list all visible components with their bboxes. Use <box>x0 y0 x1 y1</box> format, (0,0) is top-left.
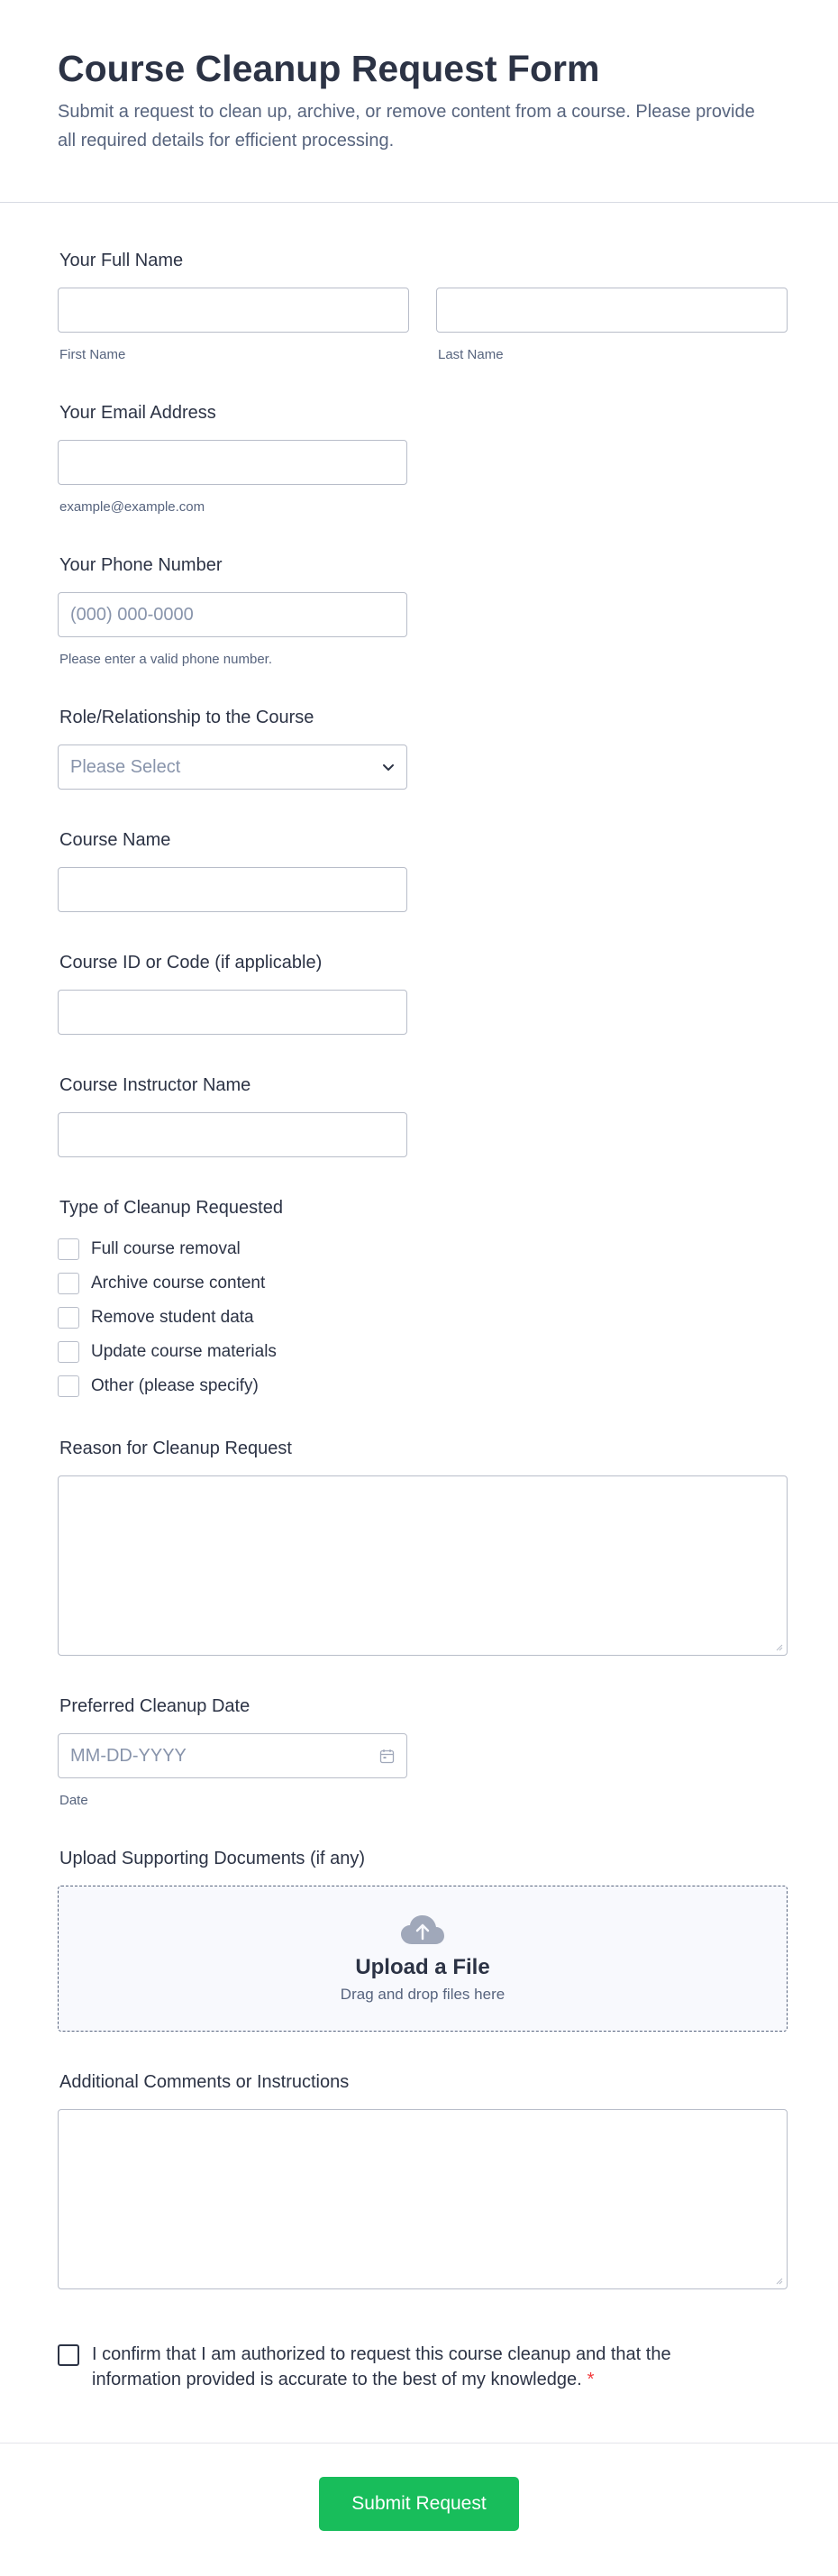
last-name-col <box>436 288 788 362</box>
email-label: Your Email Address <box>59 403 216 423</box>
last-name-sublabel: Last Name <box>438 347 504 362</box>
course-name-input[interactable] <box>58 867 407 912</box>
checkbox-label: Archive course content <box>91 1274 266 1293</box>
instructor-label: Course Instructor Name <box>59 1075 251 1095</box>
resize-handle-icon[interactable] <box>774 1642 783 1651</box>
course-name-field <box>58 827 780 912</box>
form-footer <box>0 2443 838 2576</box>
email-input[interactable] <box>58 440 407 485</box>
confirm-text: I confirm that I am authorized to request this course cleanup and that the information provided is accurate to the best of my knowledge. <box>92 2344 671 2389</box>
cloud-upload-icon <box>399 1914 446 1948</box>
checkbox[interactable] <box>58 1375 79 1397</box>
course-id-field <box>58 950 780 1035</box>
resize-handle-icon[interactable] <box>774 2276 783 2285</box>
first-name-input[interactable] <box>58 288 409 333</box>
checkbox-option[interactable] <box>58 1232 780 1266</box>
role-select[interactable] <box>58 744 407 790</box>
upload-title: Upload a File <box>355 1955 490 1979</box>
phone-input[interactable] <box>58 592 407 637</box>
comments-label: Additional Comments or Instructions <box>59 2072 350 2092</box>
date-label: Preferred Cleanup Date <box>59 1696 250 1716</box>
first-name-col <box>58 288 409 362</box>
full-name-label: Your Full Name <box>59 251 184 270</box>
phone-field <box>58 553 780 667</box>
checkbox-label: Update course materials <box>91 1342 277 1361</box>
date-placeholder: MM-DD-YYYY <box>70 1745 187 1766</box>
phone-placeholder: (000) 000-0000 <box>70 604 194 625</box>
checkbox-option[interactable] <box>58 1335 780 1369</box>
cleanup-type-options <box>58 1232 780 1403</box>
form-header <box>0 0 838 203</box>
submit-button[interactable]: Submit Request <box>319 2477 519 2531</box>
checkbox-label: Other (please specify) <box>91 1376 259 1395</box>
form-subtitle: Submit a request to clean up, archive, or remove content from a course. Please provide all required details for efficient processing. <box>58 102 755 151</box>
chevron-down-icon <box>382 761 395 773</box>
cleanup-type-field <box>58 1195 780 1403</box>
full-name-field <box>58 248 780 362</box>
checkbox-option[interactable] <box>58 1301 780 1335</box>
checkbox-option[interactable] <box>58 1369 780 1403</box>
cleanup-type-label: Type of Cleanup Requested <box>59 1198 283 1218</box>
upload-subtitle: Drag and drop files here <box>340 1986 506 2003</box>
calendar-icon[interactable] <box>379 1749 395 1764</box>
reason-field <box>58 1436 780 1656</box>
checkbox-option[interactable] <box>58 1266 780 1301</box>
name-row <box>58 288 780 362</box>
upload-dropzone[interactable] <box>58 1886 788 2032</box>
checkbox[interactable] <box>58 1341 79 1363</box>
role-label: Role/Relationship to the Course <box>59 708 314 727</box>
course-id-input[interactable] <box>58 990 407 1035</box>
instructor-field <box>58 1073 780 1157</box>
email-sublabel: example@example.com <box>59 499 205 515</box>
checkbox[interactable] <box>58 1307 79 1329</box>
checkbox[interactable] <box>58 1238 79 1260</box>
role-field <box>58 705 780 790</box>
required-marker: * <box>587 2370 595 2389</box>
date-sublabel: Date <box>59 1793 88 1808</box>
upload-label: Upload Supporting Documents (if any) <box>59 1849 366 1868</box>
email-field <box>58 400 780 515</box>
confirm-field <box>58 2342 706 2392</box>
form-title: Course Cleanup Request Form <box>58 48 600 89</box>
comments-field <box>58 2069 780 2289</box>
checkbox-label: Full course removal <box>91 1239 241 1258</box>
date-input[interactable] <box>58 1733 407 1778</box>
last-name-input[interactable] <box>436 288 788 333</box>
form-body <box>0 203 838 2392</box>
phone-label: Your Phone Number <box>59 555 223 575</box>
course-name-label: Course Name <box>59 830 171 850</box>
first-name-sublabel: First Name <box>59 347 126 362</box>
comments-textarea[interactable] <box>58 2109 788 2289</box>
upload-field <box>58 1846 780 2032</box>
role-selected-value: Please Select <box>70 756 181 777</box>
course-id-label: Course ID or Code (if applicable) <box>59 953 323 973</box>
checkbox-label: Remove student data <box>91 1308 254 1327</box>
reason-label: Reason for Cleanup Request <box>59 1439 292 1458</box>
date-field <box>58 1694 780 1808</box>
confirm-checkbox[interactable] <box>58 2344 79 2366</box>
checkbox[interactable] <box>58 1273 79 1294</box>
reason-textarea[interactable] <box>58 1475 788 1656</box>
confirm-text-wrap <box>92 2342 706 2392</box>
instructor-input[interactable] <box>58 1112 407 1157</box>
phone-sublabel: Please enter a valid phone number. <box>59 652 272 667</box>
